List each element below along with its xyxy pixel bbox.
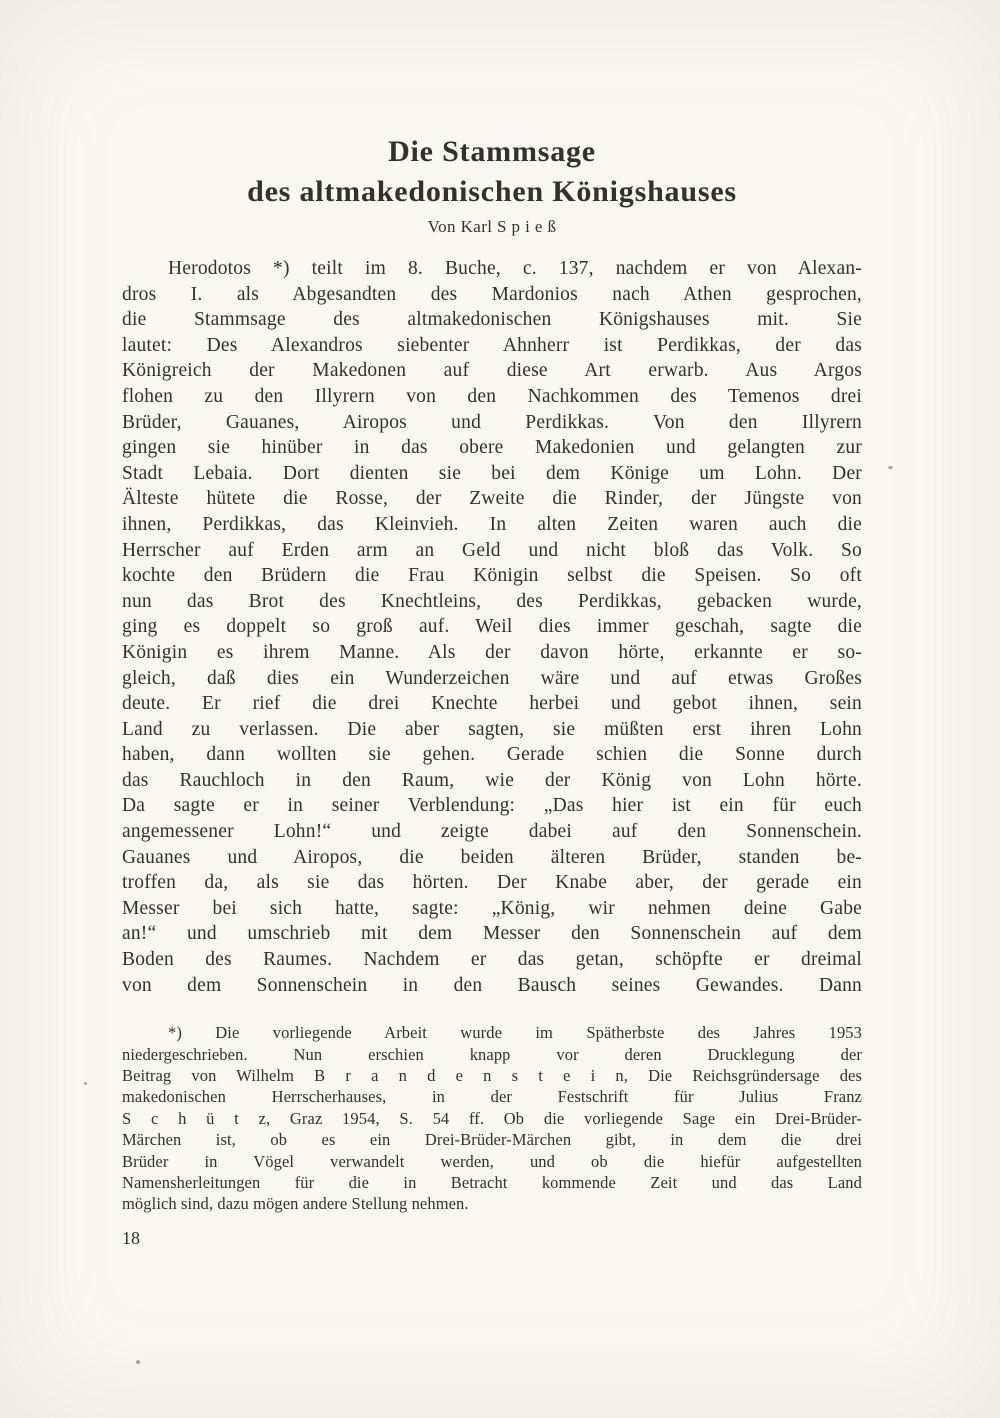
body-text-line: ging es doppelt so groß auf. Weil dies immer geschah, sagte die <box>122 616 862 638</box>
body-text-line: Da sagte er in seiner Verblendung: „Das hier ist ein für euch <box>122 795 862 817</box>
body-text-line: Land zu verlassen. Die aber sagten, sie müßten erst ihren Lohn <box>122 718 862 740</box>
footnote-text-line: möglich sind, dazu mögen andere Stellung nehmen. <box>122 1194 469 1214</box>
body-text-line: von dem Sonnenschein in den Bausch seines Gewandes. Dann <box>122 974 862 996</box>
page-number: 18 <box>122 1228 140 1248</box>
body-text-line: ihnen, Perdikkas, das Kleinvieh. In alten Zeiten waren auch die <box>122 513 862 535</box>
body-text-line: Messer bei sich hatte, sagte: „König, wir nehmen deine Gabe <box>122 897 862 919</box>
body-text-line: die Stammsage des altmakedonischen Königshauses mit. Sie <box>122 309 862 331</box>
scan-artifact <box>888 466 893 469</box>
article-title <box>122 132 862 212</box>
body-text-line: flohen zu den Illyrern von den Nachkommen des Temenos drei <box>122 385 862 407</box>
body-text-line: dros I. als Abgesandten des Mardonios nach Athen gesprochen, <box>122 283 862 305</box>
body-text-line: lautet: Des Alexandros siebenter Ahnherr ist Perdikkas, der das <box>122 334 862 356</box>
scan-artifact <box>84 1082 87 1085</box>
body-text-line: angemessener Lohn!“ und zeigte dabei auf den Sonnenschein. <box>122 821 862 843</box>
body-text-line: Königreich der Makedonen auf diese Art erwarb. Aus Argos <box>122 360 862 382</box>
body-text-line: Herodotos *) teilt im 8. Buche, c. 137, nachdem er von Alexan- <box>168 258 862 279</box>
body-text-line: Stadt Lebaia. Dort dienten sie bei dem Könige um Lohn. Der <box>122 462 862 484</box>
title-line-1: Die Stammsage <box>388 135 596 168</box>
footnote-text-line: makedonischen Herrscherhauses, in der Festschrift für Julius Franz <box>122 1087 862 1107</box>
scan-artifact <box>136 1360 140 1364</box>
footnote-text-line: S c h ü t z, Graz 1954, S. 54 ff. Ob die vorliegende Sage ein Drei-Brüder- <box>122 1108 862 1128</box>
body-text-line: gingen sie hinüber in das obere Makedonien und gelangten zur <box>122 437 862 459</box>
title-line-2: des altmakedonischen Königshauses <box>247 175 737 208</box>
body-text-line: Älteste hütete die Rosse, der Zweite die Rinder, der Jüngste von <box>122 488 862 510</box>
footnote-text-line: *) Die vorliegende Arbeit wurde im Spätherbste des Jahres 1953 <box>168 1023 862 1043</box>
footnote-text-line: Märchen ist, ob es ein Drei-Brüder-Märchen gibt, in dem die drei <box>122 1130 862 1150</box>
footnote-text-line: Namensherleitungen für die in Betracht kommende Zeit und das Land <box>122 1173 862 1193</box>
body-text <box>122 256 862 998</box>
body-text-line: Boden des Raumes. Nachdem er das getan, schöpfte er dreimal <box>122 949 862 971</box>
body-text-line: Königin es ihrem Manne. Als der davon hörte, erkannte er so- <box>122 641 862 663</box>
body-text-line: Gauanes und Airopos, die beiden älteren Brüder, standen be- <box>122 846 862 868</box>
footnote-text-line: Brüder in Vögel verwandelt werden, und ob die hiefür aufgestellten <box>122 1151 862 1171</box>
body-text-line: an!“ und umschrieb mit dem Messer den Sonnenschein auf dem <box>122 923 862 945</box>
footnote-text-line: niedergeschrieben. Nun erschien knapp vor deren Drucklegung der <box>122 1044 862 1064</box>
body-text-line: deute. Er rief die drei Knechte herbei und gebot ihnen, sein <box>122 693 862 715</box>
body-text-line: gleich, daß dies ein Wunderzeichen wäre und auf etwas Großes <box>122 667 862 689</box>
body-text-line: troffen da, als sie das hörten. Der Knabe aber, der gerade ein <box>122 872 862 894</box>
byline: Von Karl S p i e ß <box>427 217 557 236</box>
footnote <box>122 1022 862 1215</box>
body-text-line: Brüder, Gauanes, Airopos und Perdikkas. Von den Illyrern <box>122 411 862 433</box>
footnote-text-line: Beitrag von Wilhelm B r a n d e n s t e i n, Die Reichsgründersage des <box>122 1066 862 1086</box>
body-text-line: haben, dann wollten sie gehen. Gerade schien die Sonne durch <box>122 744 862 766</box>
body-text-line: Herrscher auf Erden arm an Geld und nicht bloß das Volk. So <box>122 539 862 561</box>
body-text-line: nun das Brot des Knechtleins, des Perdikkas, gebacken wurde, <box>122 590 862 612</box>
body-text-line: kochte den Brüdern die Frau Königin selbst die Speisen. So oft <box>122 565 862 587</box>
body-text-line: das Rauchloch in den Raum, wie der König von Lohn hörte. <box>122 769 862 791</box>
